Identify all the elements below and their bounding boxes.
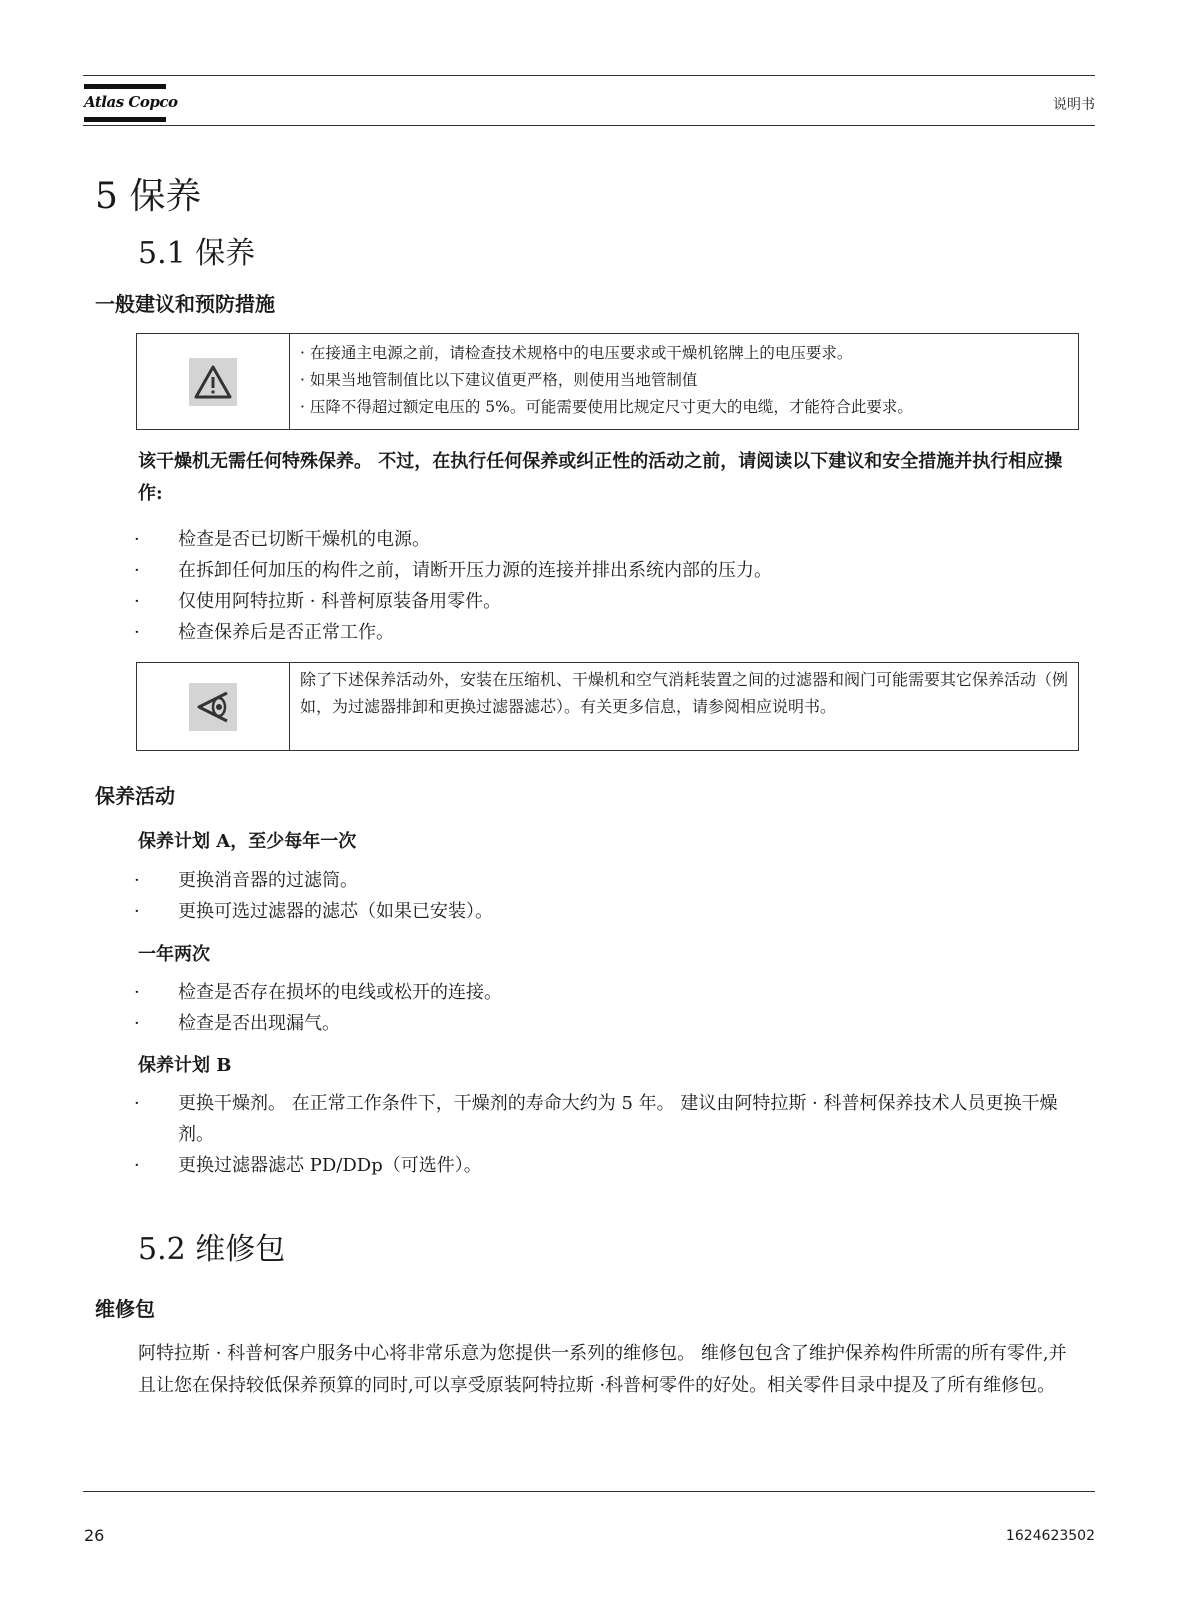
list-item: · 检查是否出现漏气。 bbox=[134, 1013, 340, 1034]
service-kits-paragraph: 阿特拉斯 · 科普柯客户服务中心将非常乐意为您提供一系列的维修包。 维修包包含了维护保养构件所需的所有零件,并且让您在保持较低保养预算的同时,可以享受原装阿特拉斯 ·科普柯零件的好处。相关零件目录中提及了所有维修包。 bbox=[138, 1343, 1067, 1396]
list-item: · 仅使用阿特拉斯 · 科普柯原装备用零件。 bbox=[134, 591, 502, 612]
precautions-list bbox=[130, 524, 1080, 648]
warning-text bbox=[290, 334, 1078, 429]
warning-notice-box bbox=[136, 333, 1079, 430]
header-bottom-rule bbox=[83, 125, 1095, 126]
warning-line: · 如果当地管制值比以下建议值更严格，则使用当地管制值 bbox=[300, 371, 698, 389]
header-top-rule bbox=[83, 75, 1095, 76]
general-advice-heading: 一般建议和预防措施 bbox=[95, 292, 275, 316]
list-item: · 检查是否已切断干燥机的电源。 bbox=[134, 529, 430, 550]
list-item: · 更换消音器的过滤筒。 bbox=[134, 870, 358, 891]
service-kits-heading: 维修包 bbox=[95, 1297, 155, 1321]
eye-icon bbox=[189, 683, 237, 731]
atlas-copco-logo bbox=[84, 84, 178, 126]
list-item: · 更换可选过滤器的滤芯（如果已安装）。 bbox=[134, 901, 493, 922]
warning-triangle-icon bbox=[189, 358, 237, 406]
document-number: 1624623502 bbox=[1005, 1528, 1095, 1544]
warning-line: · 压降不得超过额定电压的 5%。可能需要使用比规定尺寸更大的电缆，才能符合此要求。 bbox=[300, 398, 913, 416]
info-text: 除了下述保养活动外，安装在压缩机、干燥机和空气消耗装置之间的过滤器和阀门可能需要其它保养活动（例如，为过滤器排卸和更换过滤器滤芯）。有关更多信息，请参阅相应说明书。 bbox=[300, 670, 1069, 716]
list-item: · 检查是否存在损坏的电线或松开的连接。 bbox=[134, 982, 502, 1003]
plan-a-list bbox=[130, 865, 1080, 927]
section-5-1-title: 5.1 保养 bbox=[138, 236, 256, 271]
page-number: 26 bbox=[84, 1526, 105, 1545]
plan-a-heading: 保养计划 A，至少每年一次 bbox=[138, 831, 357, 852]
twice-yearly-list bbox=[130, 977, 1080, 1039]
warning-line: · 在接通主电源之前，请检查技术规格中的电压要求或干燥机铭牌上的电压要求。 bbox=[300, 344, 853, 362]
list-item: · 检查保养后是否正常工作。 bbox=[134, 622, 394, 643]
footer-rule bbox=[83, 1491, 1095, 1492]
warning-icon-cell bbox=[137, 334, 290, 429]
twice-yearly-heading: 一年两次 bbox=[138, 944, 210, 965]
document-type-label: 说明书 bbox=[1053, 97, 1095, 113]
info-icon-cell bbox=[137, 663, 290, 750]
maintenance-activities-heading: 保养活动 bbox=[95, 784, 175, 808]
maintenance-intro-paragraph: 该干燥机无需任何特殊保养。 不过，在执行任何保养或纠正性的活动之前，请阅读以下建议和安全措施并执行相应操作: bbox=[138, 451, 1063, 504]
chapter-title: 5 保养 bbox=[95, 176, 202, 217]
section-5-2-title: 5.2 维修包 bbox=[138, 1232, 286, 1267]
info-notice-box bbox=[136, 662, 1079, 751]
logo-text: Atlas Copco bbox=[84, 93, 178, 111]
list-item: · 更换过滤器滤芯 PD/DDp（可选件）。 bbox=[134, 1155, 482, 1176]
list-item: · 在拆卸任何加压的构件之前，请断开压力源的连接并排出系统内部的压力。 bbox=[134, 560, 772, 581]
list-item: · 更换干燥剂。 在正常工作条件下，干燥剂的寿命大约为 5 年。 建议由阿特拉斯 · 科普柯保养技术人员更换干燥剂。 bbox=[134, 1093, 1058, 1145]
plan-b-heading: 保养计划 B bbox=[138, 1055, 232, 1076]
plan-b-list bbox=[130, 1088, 1080, 1181]
